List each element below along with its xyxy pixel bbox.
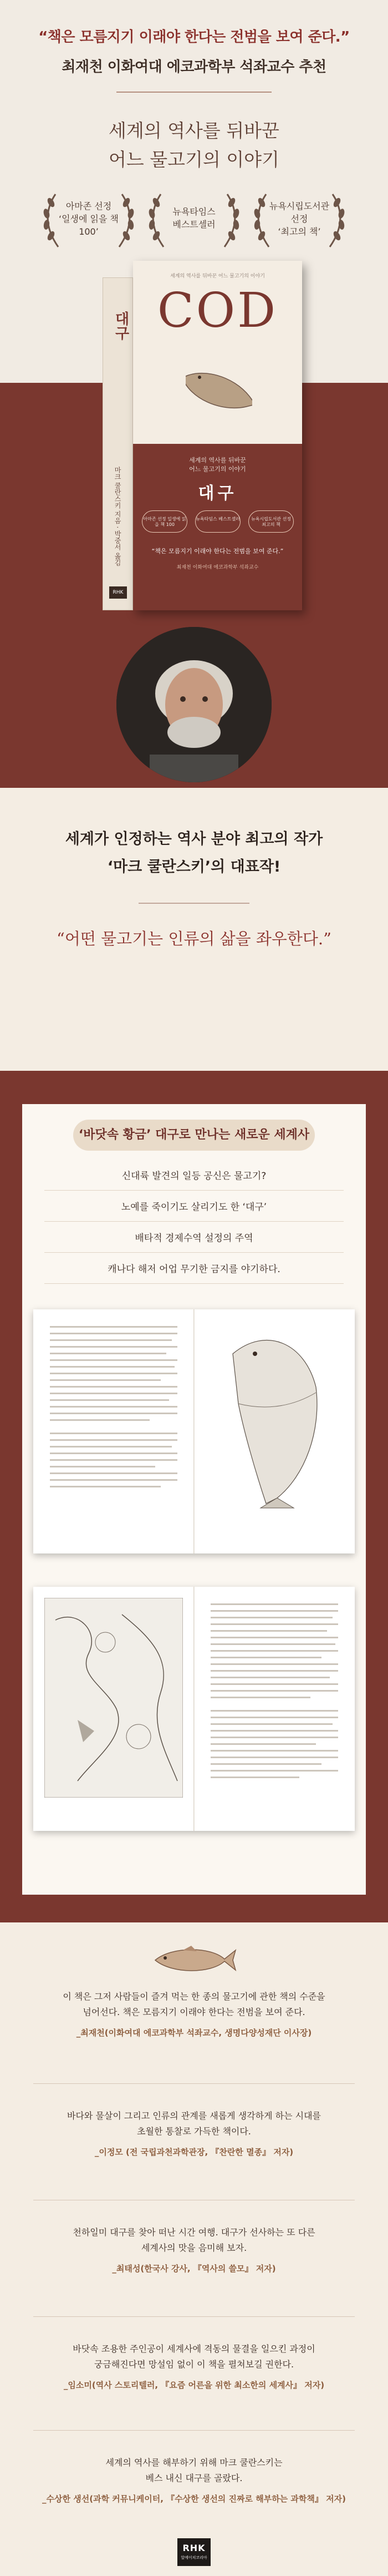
feature-item: 배타적 경제수역 설정의 주역 <box>44 1224 344 1253</box>
review-quote-line: 세계의 역사를 해부하기 위해 마크 쿨란스키는 <box>105 2457 283 2468</box>
review-quote-line: 이 책은 그저 사람들이 즐겨 먹는 한 종의 물고기에 관한 책의 수준을 <box>63 1991 325 2002</box>
publisher-logo-sub: 알에이치코리아 <box>181 2555 207 2560</box>
review-source: _임소미(역사 스토리텔러, 『요즘 어른을 위한 최소한의 세계사』 저자) <box>63 2380 325 2390</box>
cover-title: COD <box>157 283 278 338</box>
cover-header: 세계의 역사를 뒤바꾼 어느 물고기의 이야기 <box>170 274 265 279</box>
award-nypl <box>244 183 355 258</box>
historical-map-icon <box>44 1598 183 1798</box>
review-source: _이정모 (전 국립과천과학관장, 『찬란한 멸종』 저자) <box>94 2147 294 2157</box>
features-panel <box>22 1104 366 1895</box>
cover-badge: 아마존 선정 일생에 읽을 책 100 <box>142 510 187 533</box>
review-quote-line: 초월한 통찰로 가득한 책이다. <box>137 2126 251 2137</box>
intro-quote: “어떤 물고기는 인류의 삶을 좌우한다.” <box>57 929 331 948</box>
review-quote-line: 바닷속 조용한 주인공이 세계사에 격동의 물결을 일으킨 과정이 <box>73 2344 315 2354</box>
feature-item: 캐나다 해저 어업 무기한 금지를 야기하다. <box>44 1255 344 1284</box>
cover-korean-title: 대구 <box>198 484 237 503</box>
book-spread-preview <box>33 1587 355 1831</box>
cod-illustration-icon <box>211 1320 338 1509</box>
award-line: 베스트셀러 <box>172 219 216 230</box>
cover-subtitle-line: 어느 물고기의 이야기 <box>189 465 246 473</box>
features-title: ‘바닷속 황금’ 대구로 만나는 새로운 세계사 <box>73 1120 315 1151</box>
spine-author: 마크 쿨란스키 지음 · 박중서 옮김 <box>114 467 121 566</box>
review-divider <box>33 2430 355 2431</box>
cod-fish-icon <box>186 350 252 433</box>
cover-badge: 뉴욕시립도서관 선정 최고의 책 <box>248 510 294 533</box>
review-item <box>0 1989 388 2038</box>
review-quote-line: 세계사의 맛을 음미해 보자. <box>141 2243 247 2253</box>
spread-fold <box>193 1309 195 1553</box>
author-photo-icon <box>116 627 272 782</box>
cover-subtitle <box>133 456 302 474</box>
hero-section <box>0 0 388 788</box>
hero-quote: “책은 모름지기 이래야 한다는 전범을 보여 준다.” <box>38 29 350 45</box>
review-quote-line: 넘어선다. 책은 모름지기 이래야 한다는 전범을 보여 준다. <box>83 2007 305 2017</box>
review-source: _수상한 생선(과학 커뮤니케이터, 『수상한 생선의 진짜로 해부하는 과학책』 저자) <box>42 2494 346 2504</box>
award-amazon <box>33 183 144 258</box>
review-quote <box>0 2455 388 2486</box>
cover-quote-author: 최재천 이화여대 에코과학부 석좌교수 <box>176 565 259 570</box>
spine-publisher-logo: RHK <box>109 586 127 599</box>
review-source: _최태성(한국사 강사, 『역사의 쓸모』 저자) <box>112 2264 276 2274</box>
cod-fish-icon <box>150 1944 238 1977</box>
award-line: 100’ <box>79 226 99 237</box>
review-quote-line: 천하일미 대구를 찾아 떠난 시간 여행. 대구가 선사하는 또 다른 <box>73 2227 315 2238</box>
publisher-logo <box>177 2538 211 2566</box>
cover-lower-panel <box>133 444 302 610</box>
hero-subtitle-line2: 어느 물고기의 이야기 <box>109 149 279 170</box>
review-quote <box>0 2108 388 2139</box>
hero-recommender: 최재천 이화여대 에코과학부 석좌교수 추천 <box>62 59 326 75</box>
book-spine <box>103 277 133 610</box>
reviews-section <box>0 1922 388 2576</box>
review-divider <box>33 2083 355 2084</box>
author-portrait <box>116 627 272 782</box>
award-nyt <box>139 183 249 258</box>
review-quote <box>0 2341 388 2372</box>
award-line: 아마존 선정 <box>65 201 112 211</box>
review-item <box>0 2108 388 2158</box>
hero-divider <box>116 92 272 93</box>
review-item <box>0 2225 388 2274</box>
review-quote <box>0 2225 388 2256</box>
review-quote-line: 베스 내신 대구를 골랐다. <box>145 2473 243 2483</box>
award-line: ‘일생에 읽을 책 <box>59 214 119 224</box>
feature-item: 노예를 죽이기도 살리기도 한 ‘대구’ <box>44 1193 344 1222</box>
review-source: _최재천(이화여대 에코과학부 석좌교수, 생명다양성재단 이사장) <box>76 2028 312 2038</box>
award-line: ‘최고의 책’ <box>278 226 321 237</box>
review-quote-line: 바다와 물살이 그리고 인류의 관계를 새롭게 생각하게 하는 시대를 <box>67 2111 321 2121</box>
review-quote <box>0 1989 388 2020</box>
award-line: 뉴욕시립도서관 <box>269 201 330 211</box>
cover-subtitle-line: 세계의 역사를 뒤바꾼 <box>189 457 246 464</box>
book-front <box>133 261 302 610</box>
intro-line1: 세계가 인정하는 역사 분야 최고의 작가 <box>65 831 323 848</box>
award-line: 선정 <box>290 214 308 224</box>
publisher-logo-main: RHK <box>182 2543 206 2553</box>
features-section <box>0 1071 388 1922</box>
review-item <box>0 2455 388 2504</box>
author-intro-section <box>0 788 388 1071</box>
book-spread-preview <box>33 1309 355 1553</box>
cover-quote: “책은 모름지기 이래야 한다는 전범을 보여 준다.” <box>151 548 284 555</box>
cover-badge: 뉴욕타임스 베스트셀러 <box>195 510 241 533</box>
spine-title: 대구 <box>113 311 129 340</box>
review-item <box>0 2341 388 2391</box>
hero-subtitle-line1: 세계의 역사를 뒤바꾼 <box>109 120 279 141</box>
award-line: 뉴욕타임스 <box>172 206 216 217</box>
spread-fold <box>193 1587 195 1831</box>
feature-item: 신대륙 발견의 일등 공신은 물고기? <box>44 1162 344 1191</box>
book-cover <box>103 261 302 610</box>
review-divider <box>33 2316 355 2317</box>
intro-line2: ‘마크 쿨란스키’의 대표작! <box>107 858 281 875</box>
review-quote-line: 궁금해진다면 망설임 없이 이 책을 펼쳐보길 권한다. <box>94 2359 294 2370</box>
intro-divider <box>139 903 249 904</box>
